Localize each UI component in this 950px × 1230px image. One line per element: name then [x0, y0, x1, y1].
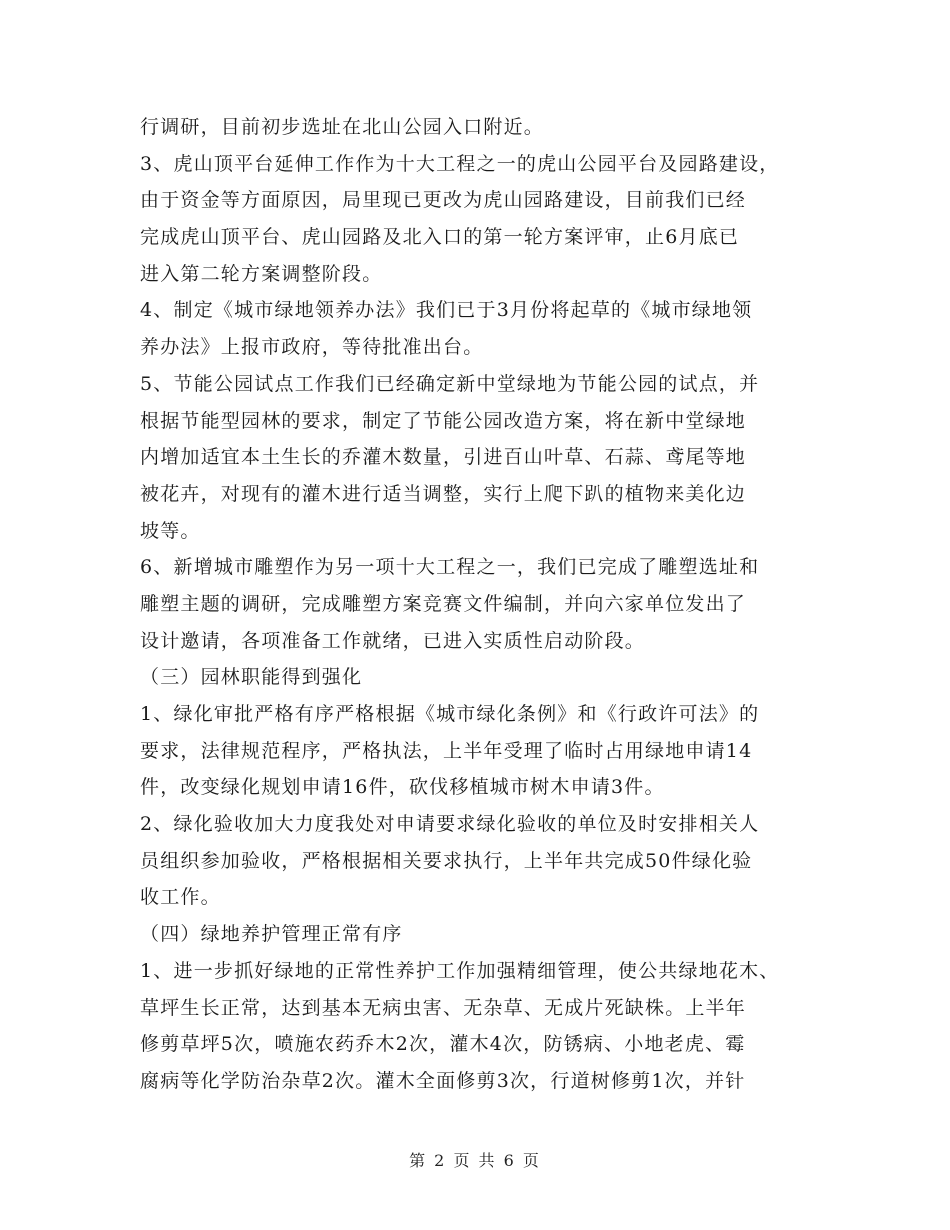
section-heading: （三）园林职能得到强化 — [140, 666, 363, 689]
text-line: 腐病等化学防治杂草2次。灌木全面修剪3次，行道树修剪1次，并针 — [140, 1069, 746, 1092]
text-line: 收工作。 — [140, 886, 221, 909]
text-line: 完成虎山顶平台、虎山园路及北入口的第一轮方案评审，止6月底已 — [140, 226, 740, 249]
text-line: 由于资金等方面原因，局里现已更改为虎山园路建设，目前我们已经 — [140, 189, 747, 212]
text-line: 草坪生长正常，达到基本无病虫害、无杂草、无成片死缺株。上半年 — [140, 996, 747, 1019]
text-line: 1、绿化审批严格有序严格根据《城市绿化条例》和《行政许可法》的 — [140, 703, 760, 725]
text-line: 根据节能型园林的要求，制定了节能公园改造方案，将在新中堂绿地 — [140, 409, 747, 432]
section-heading: （四）绿地养护管理正常有序 — [140, 923, 403, 946]
text-line: 要求，法律规范程序，严格执法，上半年受理了临时占用绿地申请14 — [140, 739, 753, 762]
text-line: 5、节能公园试点工作我们已经确定新中堂绿地为节能公园的试点，并 — [140, 372, 760, 395]
page-number-footer: 第 2 页 共 6 页 — [409, 1151, 541, 1170]
text-line: 设计邀请，各项准备工作就绪，已进入实质性启动阶段。 — [140, 629, 646, 652]
text-line: 修剪草坪5次，喷施农药乔木2次，灌木4次，防锈病、小地老虎、霉 — [140, 1033, 746, 1056]
text-line: 2、绿化验收加大力度我处对申请要求绿化验收的单位及时安排相关人 — [140, 813, 760, 836]
text-line: 件，改变绿化规划申请16件，砍伐移植城市树木申请3件。 — [140, 776, 665, 799]
text-line: 行调研，目前初步选址在北山公园入口附近。 — [140, 116, 545, 138]
text-line: 坡等。 — [140, 519, 201, 542]
text-line: 1、进一步抓好绿地的正常性养护工作加强精细管理，使公共绿地花木、 — [140, 959, 780, 982]
text-line: 4、制定《城市绿地领养办法》我们已于3月份将起草的《城市绿地领 — [140, 299, 753, 322]
text-line: 3、虎山顶平台延伸工作作为十大工程之一的虎山公园平台及园路建设， — [140, 152, 780, 175]
document-body — [140, 109, 830, 1100]
text-line: 内增加适宜本土生长的乔灌木数量，引进百山叶草、石蒜、鸢尾等地 — [140, 446, 747, 469]
text-line: 员组织参加验收，严格根据相关要求执行，上半年共完成50件绿化验 — [140, 849, 753, 872]
text-line: 被花卉，对现有的灌木进行适当调整，实行上爬下趴的植物来美化边 — [140, 482, 747, 505]
text-line: 雕塑主题的调研，完成雕塑方案竞赛文件编制，并向六家单位发出了 — [140, 592, 747, 615]
text-line: 6、新增城市雕塑作为另一项十大工程之一，我们已完成了雕塑选址和 — [140, 556, 760, 579]
text-line: 养办法》上报市政府，等待批准出台。 — [140, 336, 484, 359]
text-line: 进入第二轮方案调整阶段。 — [140, 262, 383, 285]
